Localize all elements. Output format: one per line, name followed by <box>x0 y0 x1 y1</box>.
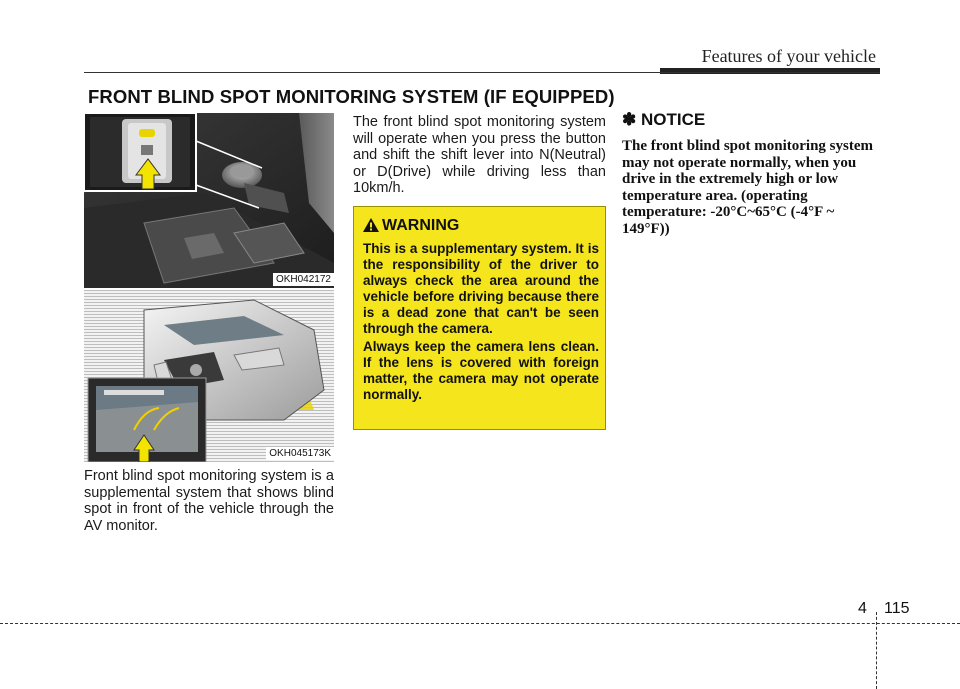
footer-dashed-rule <box>0 623 960 624</box>
notice-body: The front blind spot monitoring system may not operate normally, when you drive in the extremely high or low temperature area. (operating temperature: -20°C~65°C (-4°F ~ 149°F)) <box>622 138 874 237</box>
warning-paragraph-1: This is a supplementary system. It is the responsibility of the driver to always check the area around the vehicle before driving because there is a dead zone that can't be seen through the camera. <box>363 241 599 336</box>
figure-caption: OKH042172 <box>273 273 334 286</box>
warning-paragraph-2: Always keep the camera lens clean. If the lens is covered with foreign matter, the camera may not operate normally. <box>363 339 599 402</box>
figure-console-button <box>84 113 334 288</box>
console-illustration <box>84 113 334 288</box>
car-monitor-illustration <box>84 290 334 462</box>
running-header: Features of your vehicle <box>701 46 876 66</box>
footer-vertical-rule <box>876 612 877 689</box>
figure-car-monitor <box>84 290 334 462</box>
section-title: FRONT BLIND SPOT MONITORING SYSTEM (IF EQUIPPED) <box>88 86 615 107</box>
warning-box <box>353 206 606 430</box>
notice-title: NOTICE <box>640 110 706 129</box>
notice-heading <box>622 110 705 130</box>
warning-title: WARNING <box>382 217 460 234</box>
figure-caption: OKH045173K <box>266 447 334 460</box>
header-thick-rule <box>660 68 880 74</box>
middle-paragraph: The front blind spot monitoring system will operate when you press the button and shift the shift lever into N(Neutral) or D(Drive) while driving less than 10km/h. <box>353 114 606 196</box>
warning-triangle-icon <box>362 217 380 233</box>
page-number: 115 <box>884 600 910 617</box>
notice-symbol-icon: ✽ <box>622 110 637 129</box>
left-paragraph: Front blind spot monitoring system is a supplemental system that shows blind spot in front of the vehicle through the AV monitor. <box>84 468 334 534</box>
chapter-number: 4 <box>858 600 867 617</box>
header-rule <box>84 72 880 73</box>
